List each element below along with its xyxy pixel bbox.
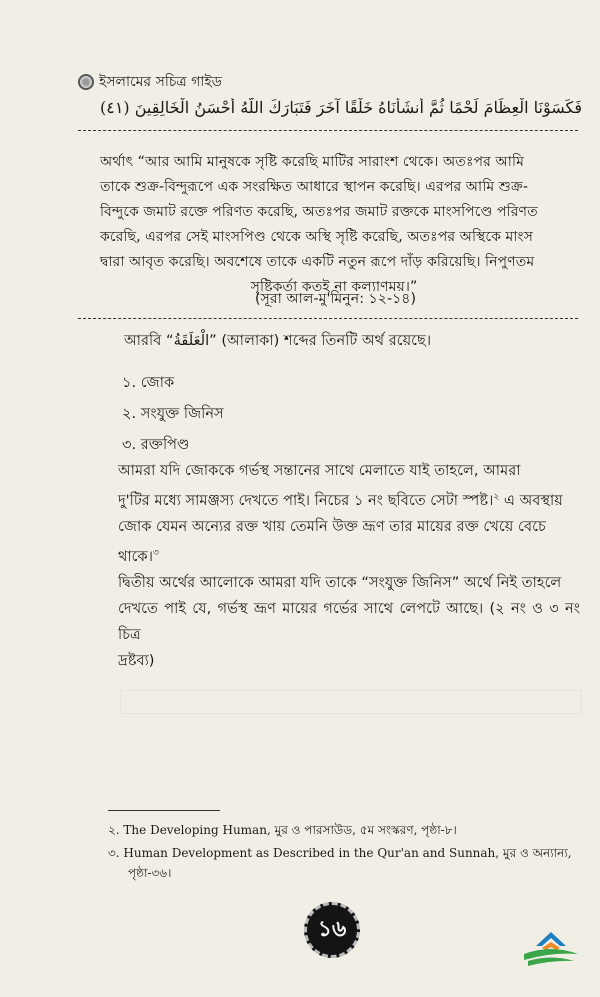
publisher-logo-icon xyxy=(522,930,580,970)
footnote-item: ৩. Human Development as Described in the Qur'an and Sunnah, মুর ও অন্যান্য, xyxy=(108,846,572,860)
quote-line: তাকে শুক্র-বিন্দুরূপে এক সংরক্ষিত আধারে স্থাপন করেছি। এরপর আমি শুক্র- xyxy=(100,179,528,195)
paragraph-line: দু'টির মধ্যে সামঞ্জস্য দেখতে পাই। নিচের ১ নং ছবিতে সেটা স্পষ্ট।$^২$ এ অবস্থায় xyxy=(118,491,563,509)
meaning-item: ৩. রক্তপিণ্ড xyxy=(122,436,190,453)
paragraph-leech xyxy=(118,458,580,570)
quote-line: অর্থাৎ “আর আমি মানুষকে সৃষ্টি করেছি মাটির সারাংশ থেকে। অতঃপর আমি xyxy=(100,154,524,170)
paragraph-line: থাকে।$^৩$ xyxy=(118,547,159,565)
surah-reference: (সূরা আল-মু'মিনুন: ১২-১৪) xyxy=(255,291,417,307)
footnote-marker: ৩ xyxy=(152,547,159,558)
paragraph-attached xyxy=(118,570,580,674)
footnote-rule xyxy=(108,810,220,811)
quote-line: করেছি, এরপর সেই মাংসপিণ্ড থেকে অস্থি সৃষ্টি করেছি, অতঃপর অস্থিকে মাংস xyxy=(100,229,534,245)
footnote-marker: ২ xyxy=(493,492,500,502)
quote-line: বিন্দুকে জমাট রক্তে পরিণত করেছি, অতঃপর জমাট রক্তকে মাংসপিণ্ডে পরিণত xyxy=(100,204,538,220)
meaning-item: ১. জোক xyxy=(122,374,175,391)
book-emblem-icon xyxy=(78,74,94,90)
quote-line: সৃষ্টিকর্তা কতই না কল্যাণময়।” xyxy=(250,279,418,295)
meaning-item: ২. সংযুক্ত জিনিস xyxy=(122,405,224,422)
page-number-badge: ১৬ xyxy=(304,902,360,958)
bottom-dashed-divider xyxy=(78,318,578,319)
header-title: ইসলামের সচিত্র গাইড xyxy=(99,74,222,90)
paragraph-line: দ্রষ্টব্য) xyxy=(118,652,155,669)
arabic-verse: فَكَسَوْنَا الْعِظَامَ لَحْمًا ثُمَّ أَنشَأْنَاهُ خَلْقًا آخَرَ فَتَبَارَكَ اللَّهُ أَحْسَنُ الْخَالِقِينَ (٤١) xyxy=(99,98,582,117)
paragraph-line: দ্বিতীয় অর্থের আলোকে আমরা যদি তাকে “সংযুক্ত জিনিস” অর্থে নিই তাহলে xyxy=(118,574,562,591)
running-header xyxy=(78,70,222,94)
bleed-through-shadow xyxy=(120,690,582,714)
top-dashed-divider xyxy=(78,130,578,131)
paragraph-line: জোক যেমন অন্যের রক্ত খায় তেমনি উক্ত ভ্রূণ তার মায়ের রক্ত খেয়ে বেচে xyxy=(118,517,546,535)
paragraph-line: আমরা যদি জোককে গর্ভস্থ সন্তানের সাথে মেলাতে যাই তাহলে, আমরা xyxy=(118,462,521,479)
paragraph-line: দেখতে পাই যে, গর্ভস্থ ভ্রূণ মায়ের গর্ভের সাথে লেপটে আছে। (২ নং ও ৩ নং চিত্র xyxy=(118,600,580,643)
quote-line: দ্বারা আবৃত করেছি। অবশেষে তাকে একটি নতুন রূপে দাঁড় করিয়েছি। নিপুণতম xyxy=(100,254,535,270)
footnote-item: ২. The Developing Human, মুর ও পারসাউড, ৫ম সংস্করণ, পৃষ্ঠা-৮। xyxy=(108,823,457,837)
intro-text: আরবি “الْعَلَقَةُ” (আলাকা) শব্দের তিনটি অর্থ রয়েছে। xyxy=(124,332,432,349)
footnote-item: পৃষ্ঠা-৩৬। xyxy=(128,866,172,880)
translation-quote xyxy=(100,150,568,300)
